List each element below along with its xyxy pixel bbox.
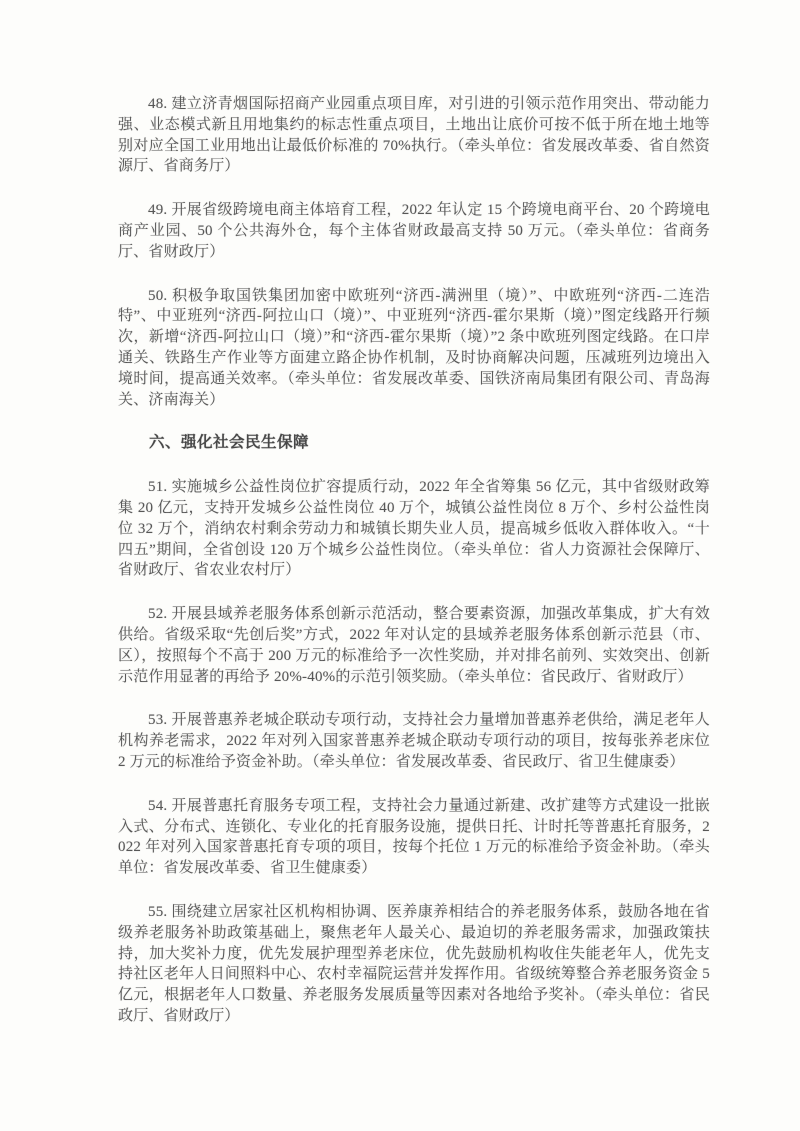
paragraph-item-54: 54. 开展普惠托育服务专项工程，支持社会力量通过新建、改扩建等方式建设一批嵌入式、分布式、连锁化、专业化的托育服务设施，提供日托、计时托等普惠托育服务，2022 年对列入国家普惠托育专项的项目，按每个托位 1 万元的标准给予资金补助。（牵头单位：省发展改革委、省卫生健康委）: [118, 797, 710, 877]
section-heading-six: 六、强化社会民生保障: [149, 434, 310, 452]
paragraph-item-53: 53. 开展普惠养老城企联动专项行动，支持社会力量增加普惠养老供给，满足老年人机构养老需求，2022 年对列入国家普惠养老城企联动专项行动的项目，按每张养老床位 2 万元的标准给予资金补助。（牵头单位：省发展改革委、省民政厅、省卫生健康委）: [118, 712, 710, 770]
paragraph-item-50: 50. 积极争取国铁集团加密中欧班列“济西-满洲里（境）”、中欧班列“济西-二连浩特”、中亚班列“济西-阿拉山口（境）”、中亚班列“济西-霍尔果斯（境）”图定线路开行频次，新增“济西-阿拉山口（境）”和“济西-霍尔果斯（境）”2 条中欧班列图定线路。在口岸通关、铁路生产作业等方面建立路企协作机制，及时协商解决问题，压减班列边境出入境时间，提高通关效率。（牵头单位：省发展改革委、国铁济南局集团有限公司、青岛海关、济南海关）: [118, 287, 710, 408]
paragraph-item-51: 51. 实施城乡公益性岗位扩容提质行动，2022 年全省筹集 56 亿元，其中省级财政筹集 20 亿元，支持开发城乡公益性岗位 40 万个，城镇公益性岗位 8 万个、乡村公益性岗位 32 万个，消纳农村剩余劳动力和城镇长期失业人员，提高城乡低收入群体收入。“十四五”期间，全省创设 120 万个城乡公益性岗位。（牵头单位：省人力资源社会保障厅、省财政厅、省农业农村厅）: [118, 479, 710, 579]
paragraph-item-48: 48. 建立济青烟国际招商产业园重点项目库，对引进的引领示范作用突出、带动能力强、业态模式新且用地集约的标志性重点项目，土地出让底价可按不低于所在地土地等别对应全国工业用地出让最低价标准的 70%执行。（牵头单位：省发展改革委、省自然资源厅、省商务厅）: [118, 96, 710, 175]
paragraph-item-55: 55. 围绕建立居家社区机构相协调、医养康养相结合的养老服务体系，鼓励各地在省级养老服务补助政策基础上，聚焦老年人最关心、最迫切的养老服务需求，加强政策扶持，加大奖补力度，优先发展护理型养老床位，优先鼓励机构收住失能老年人，优先支持社区老年人日间照料中心、农村幸福院运营并发挥作用。省级统筹整合养老服务资金 5 亿元，根据老年人口数量、养老服务发展质量等因素对各地给予奖补。（牵头单位：省民政厅、省财政厅）: [118, 903, 710, 1024]
paragraph-item-52: 52. 开展县域养老服务体系创新示范活动，整合要素资源，加强改革集成，扩大有效供给。省级采取“先创后奖”方式，2022 年对认定的县域养老服务体系创新示范县（市、区），按照每个不高于 200 万元的标准给予一次性奖励，并对排名前列、实效突出、创新示范作用显著的再给予 20%-40%的示范引领奖励。（牵头单位：省民政厅、省财政厅）: [118, 606, 710, 685]
document-content: [118, 94, 710, 1050]
paragraph-item-49: 49. 开展省级跨境电商主体培育工程，2022 年认定 15 个跨境电商平台、20 个跨境电商产业园、50 个公共海外仓，每个主体省财政最高支持 50 万元。（牵头单位：省商务厅、省财政厅）: [118, 202, 710, 260]
